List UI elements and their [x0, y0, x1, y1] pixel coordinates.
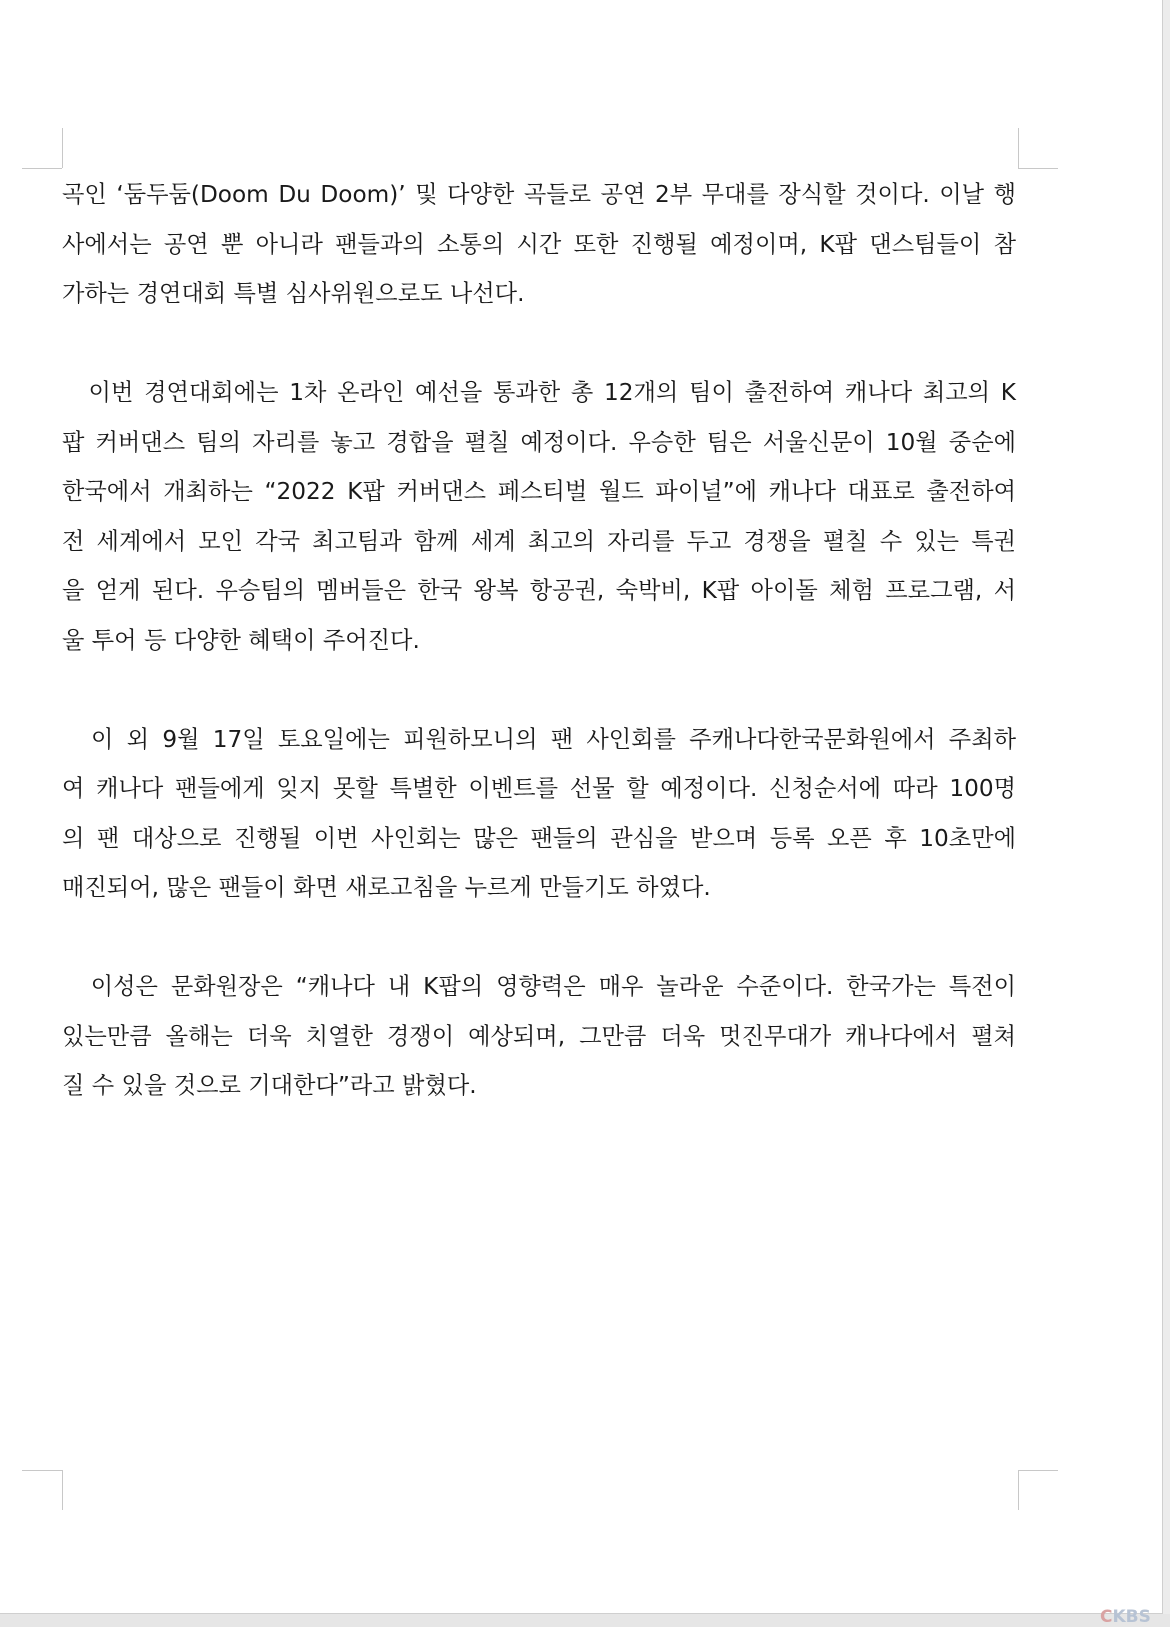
text-line: 이 외 9월 17일 토요일에는 피원하모니의 팬 사인회를 주캐나다한국문화원에서 주최하: [62, 725, 1016, 753]
paragraph-3: [62, 715, 1016, 913]
document-body[interactable]: [62, 170, 1016, 1160]
crop-mark-bottom-right-h: [1018, 1470, 1058, 1471]
text-line: 여 캐나다 팬들에게 잊지 못할 특별한 이벤트를 선물 할 예정이다. 신청순서에 따라 100명: [62, 775, 1016, 802]
text-line: 울 투어 등 다양한 혜택이 주어진다.: [62, 626, 420, 654]
paragraph-1: [62, 170, 1016, 319]
paragraph-4: [62, 962, 1016, 1111]
crop-mark-bottom-right-v: [1018, 1470, 1019, 1510]
text-line: 매진되어, 많은 팬들이 화면 새로고침을 누르게 만들기도 하였다.: [62, 874, 711, 901]
text-line: 사에서는 공연 뿐 아니라 팬들과의 소통의 시간 또한 진행될 예정이며, K팝 댄스팀들이 참: [62, 230, 1016, 258]
text-line: 이성은 문화원장은 “캐나다 내 K팝의 영향력은 매우 놀라운 수준이다. 한국가는 특전이: [62, 973, 1016, 1000]
vertical-scrollbar[interactable]: [1163, 0, 1170, 1625]
bottom-bar: [0, 1614, 1170, 1625]
text-line: 전 세계에서 모인 각국 최고팀과 함께 세계 최고의 자리를 두고 경쟁을 펼칠 수 있는 특권: [62, 527, 1016, 555]
crop-mark-bottom-left-h: [22, 1470, 62, 1471]
crop-mark-top-right-v: [1018, 128, 1019, 168]
text-line: 질 수 있을 것으로 기대한다”라고 밝혔다.: [62, 1072, 477, 1099]
crop-mark-bottom-left-v: [62, 1470, 63, 1510]
paragraph-2: [62, 368, 1016, 665]
text-line: 의 팬 대상으로 진행될 이번 사인회는 많은 팬들의 관심을 받으며 등록 오픈 후 10초만에: [62, 824, 1016, 852]
text-line: 있는만큼 올해는 더욱 치열한 경쟁이 예상되며, 그만큼 더욱 멋진무대가 캐나다에서 펼쳐: [62, 1022, 1016, 1050]
text-line: 곡인 ‘둠두둠(Doom Du Doom)’ 및 다양한 곡들로 공연 2부 무대를 장식할 것이다. 이날 행: [62, 181, 1016, 208]
crop-mark-top-left-v: [62, 128, 63, 168]
text-line: 한국에서 개최하는 “2022 K팝 커버댄스 페스티벌 월드 파이널”에 캐나다 대표로 출전하여: [62, 478, 1016, 505]
text-line: 팝 커버댄스 팀의 자리를 놓고 경합을 펼칠 예정이다. 우승한 팀은 서울신문이 10월 중순에: [62, 428, 1016, 456]
text-line: 을 얻게 된다. 우승팀의 멤버들은 한국 왕복 항공권, 숙박비, K팝 아이돌 체험 프로그램, 서: [62, 577, 1016, 604]
text-line: 이번 경연대회에는 1차 온라인 예선을 통과한 총 12개의 팀이 출전하여 캐나다 최고의 K: [62, 379, 1016, 406]
kbs-watermark-logo: CKBS: [1100, 1607, 1151, 1627]
crop-mark-top-left-h: [22, 168, 62, 169]
crop-mark-top-right-h: [1018, 168, 1058, 169]
text-line: 가하는 경연대회 특별 심사위원으로도 나선다.: [62, 280, 525, 307]
